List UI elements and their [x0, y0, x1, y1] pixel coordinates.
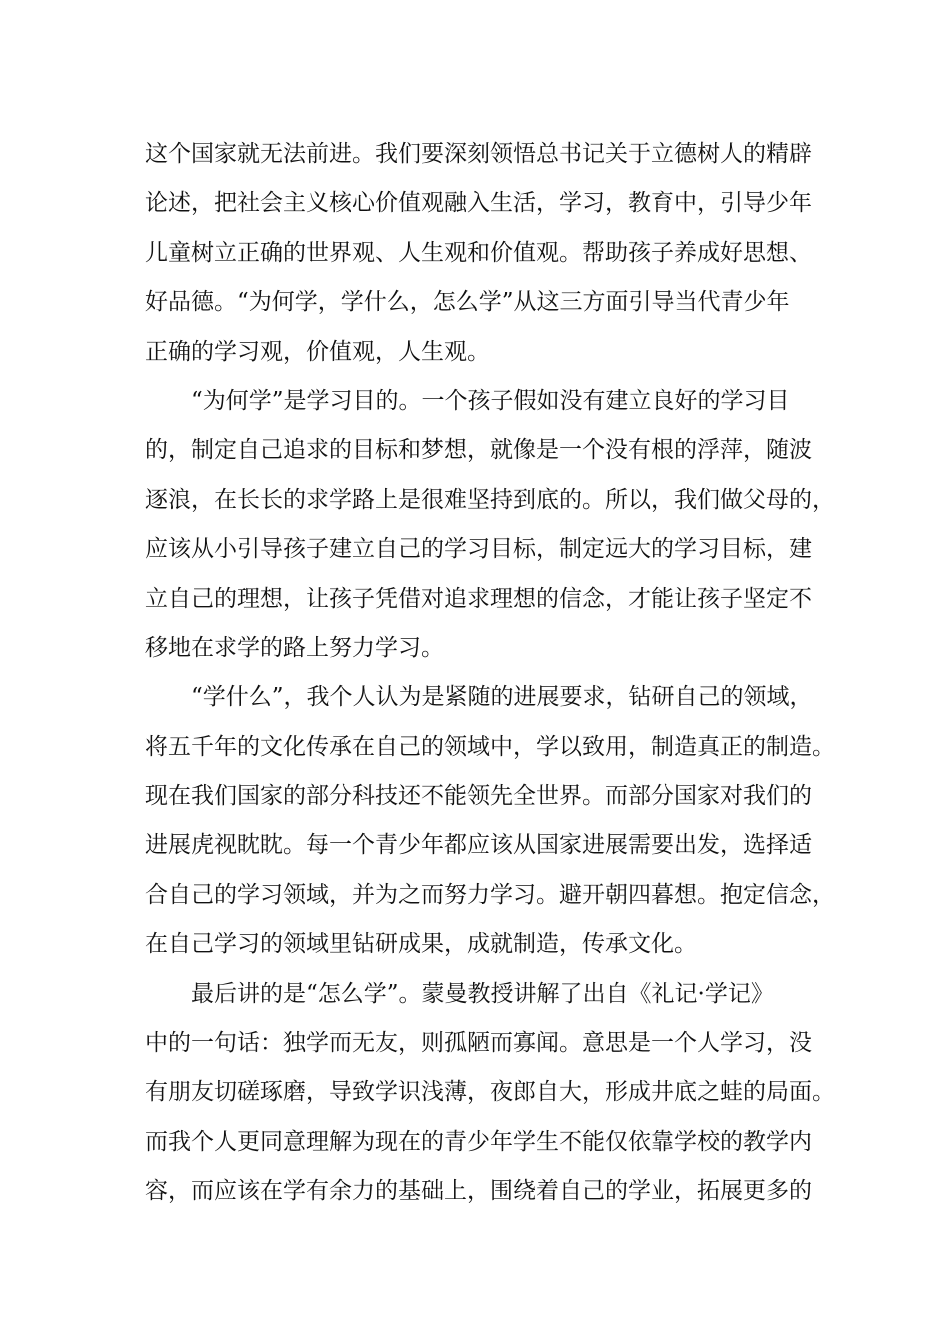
text-line: 的，制定自己追求的目标和梦想，就像是一个没有根的浮萍，随波 [145, 437, 812, 464]
text-line: 将五千年的文化传承在自己的领域中，学以致用，制造真正的制造。 [145, 733, 835, 760]
text-line: 而我个人更同意理解为现在的青少年学生不能仅依靠学校的教学内 [145, 1128, 812, 1155]
text-line: 在自己学习的领域里钻研成果，成就制造，传承文化。 [145, 931, 697, 958]
text-line: 容，而应该在学有余力的基础上，围绕着自己的学业，拓展更多的 [145, 1178, 812, 1205]
text-line: 逐浪，在长长的求学路上是很难坚持到底的。所以，我们做父母的， [145, 486, 835, 513]
paragraph-4 [145, 970, 835, 1217]
text-line: 合自己的学习领域，并为之而努力学习。避开朝四暮想。抱定信念， [145, 881, 835, 908]
paragraph-1 [145, 130, 825, 377]
text-line: 进展虎视眈眈。每一个青少年都应该从国家进展需要出发，选择适 [145, 832, 812, 859]
text-line: 移地在求学的路上努力学习。 [145, 634, 444, 661]
text-line: 有朋友切磋琢磨，导致学识浅薄，夜郎自大，形成井底之蛙的局面。 [145, 1079, 835, 1106]
text-line: 好品德。“为何学，学什么，怎么学”从这三方面引导当代青少年 [145, 289, 790, 316]
text-line: 应该从小引导孩子建立自己的学习目标，制定远大的学习目标，建 [145, 536, 812, 563]
text-line: 中的一句话：独学而无友，则孤陋而寡闻。意思是一个人学习，没 [145, 1030, 812, 1057]
text-line: 儿童树立正确的世界观、人生观和价值观。帮助孩子养成好思想、 [145, 239, 812, 266]
text-line: 正确的学习观，价值观，人生观。 [145, 338, 490, 365]
paragraph-3 [145, 673, 835, 969]
text-line: “学什么”，我个人认为是紧随的进展要求，钻研自己的领域， [191, 684, 813, 711]
text-line: “为何学”是学习目的。一个孩子假如没有建立良好的学习目 [191, 387, 790, 414]
text-line: 立自己的理想，让孩子凭借对追求理想的信念，才能让孩子坚定不 [145, 585, 812, 612]
body-text [145, 130, 835, 1217]
text-line: 最后讲的是“怎么学”。蒙曼教授讲解了出自《礼记·学记》 [191, 980, 774, 1007]
text-line: 现在我们国家的部分科技还不能领先全世界。而部分国家对我们的 [145, 783, 812, 810]
text-line: 论述，把社会主义核心价值观融入生活，学习，教育中，引导少年 [145, 190, 812, 217]
paragraph-2 [145, 377, 835, 673]
text-line: 这个国家就无法前进。我们要深刻领悟总书记关于立德树人的精辟 [145, 141, 812, 167]
